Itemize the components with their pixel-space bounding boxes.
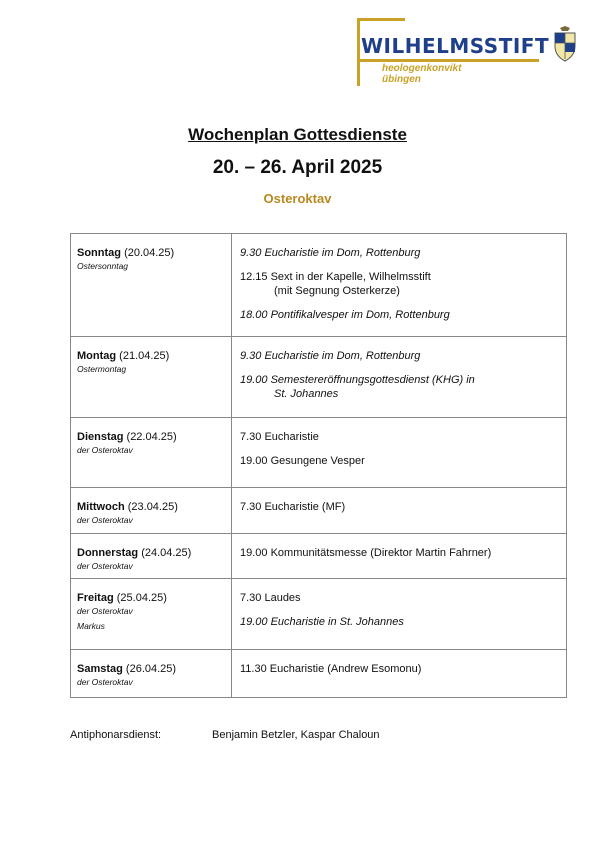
services-cell	[232, 650, 567, 698]
service-entry	[240, 546, 558, 560]
liturgical-season: Osteroktav	[263, 191, 332, 206]
day-name: Samstag	[77, 663, 123, 675]
day-note: Markus	[77, 621, 105, 631]
services-cell	[232, 488, 567, 534]
logo-bar-top	[357, 18, 405, 21]
day-cell	[71, 579, 232, 650]
services-cell	[232, 234, 567, 337]
service-text: 19.00 Gesungene Vesper	[240, 455, 365, 467]
service-text: 11.30 Eucharistie (Andrew Esomonu)	[240, 663, 422, 675]
day-date: (20.04.25)	[124, 247, 175, 259]
day-date: (26.04.25)	[125, 663, 177, 675]
day-date: (21.04.25)	[119, 350, 170, 362]
service-text: 19.00 Eucharistie in St. Johannes	[240, 616, 404, 628]
day-name: Donnerstag	[77, 547, 139, 559]
service-text: 19.00 Semestereröffnungsgottesdienst (KHG) in	[240, 374, 475, 386]
day-note: der Osteroktav	[77, 677, 133, 687]
day-date: (23.04.25)	[127, 501, 178, 513]
day-note: Ostermontag	[77, 364, 127, 374]
service-text: 18.00 Pontifikalvesper im Dom, Rottenburg	[240, 309, 450, 321]
wilhelmsstift-logo	[352, 18, 582, 88]
day-date: (22.04.25)	[126, 431, 177, 443]
services-cell	[232, 418, 567, 488]
service-entry	[240, 349, 558, 363]
logo-subline-1: heologenkonvikt	[382, 63, 462, 74]
day-name: Montag	[77, 350, 117, 362]
logo-bar-middle	[357, 59, 539, 62]
service-entry	[240, 500, 558, 514]
service-continuation: (mit Segnung Osterkerze)	[274, 285, 400, 297]
table-row	[71, 337, 567, 418]
day-name: Sonntag	[77, 247, 121, 259]
page-title: Wochenplan Gottesdienste	[188, 125, 407, 144]
service-text: 7.30 Laudes	[240, 592, 301, 604]
day-cell	[71, 234, 232, 337]
service-entry	[240, 308, 558, 322]
day-cell	[71, 650, 232, 698]
day-cell	[71, 418, 232, 488]
table-row	[71, 534, 567, 579]
antiphonary-label: Antiphonarsdienst:	[70, 729, 162, 741]
table-row	[71, 579, 567, 650]
logo-subline-2: übingen	[382, 74, 421, 85]
service-continuation: St. Johannes	[274, 388, 339, 400]
day-name: Freitag	[77, 592, 114, 604]
day-name: Mittwoch	[77, 501, 125, 513]
service-text: 9.30 Eucharistie im Dom, Rottenburg	[240, 247, 421, 259]
table-row	[71, 418, 567, 488]
service-entry	[240, 430, 558, 444]
day-note: der Osteroktav	[77, 561, 133, 571]
service-text: 7.30 Eucharistie (MF)	[240, 501, 346, 513]
table-row	[71, 650, 567, 698]
service-entry	[240, 591, 558, 605]
logo-bar-vertical	[357, 18, 360, 86]
service-entry	[240, 454, 558, 468]
logo-name: WILHELMSSTIFT	[361, 34, 550, 58]
day-note: Ostersonntag	[77, 261, 129, 271]
day-note: der Osteroktav	[77, 445, 133, 455]
service-entry	[240, 615, 558, 629]
day-cell	[71, 534, 232, 579]
table-row	[71, 234, 567, 337]
services-cell	[232, 534, 567, 579]
service-text: 12.15 Sext in der Kapelle, Wilhelmsstift	[240, 271, 431, 283]
day-cell	[71, 488, 232, 534]
services-cell	[232, 579, 567, 650]
day-note: der Osteroktav	[77, 515, 133, 525]
day-date: (24.04.25)	[141, 547, 192, 559]
service-entry	[240, 662, 558, 676]
service-text: 9.30 Eucharistie im Dom, Rottenburg	[240, 350, 421, 362]
service-entry	[240, 270, 558, 298]
day-cell	[71, 337, 232, 418]
service-entry	[240, 246, 558, 260]
table-row	[71, 488, 567, 534]
schedule-table	[70, 233, 567, 698]
service-entry	[240, 373, 558, 401]
date-range: 20. – 26. April 2025	[212, 157, 383, 178]
services-cell	[232, 337, 567, 418]
day-date: (25.04.25)	[116, 592, 167, 604]
service-text: 7.30 Eucharistie	[240, 431, 319, 443]
service-text: 19.00 Kommunitätsmesse (Direktor Martin Fahrner)	[240, 547, 492, 559]
day-name: Dienstag	[77, 431, 124, 443]
crest-icon	[552, 26, 578, 62]
antiphonary-names: Benjamin Betzler, Kaspar Chaloun	[212, 729, 380, 741]
day-note: der Osteroktav	[77, 606, 133, 616]
